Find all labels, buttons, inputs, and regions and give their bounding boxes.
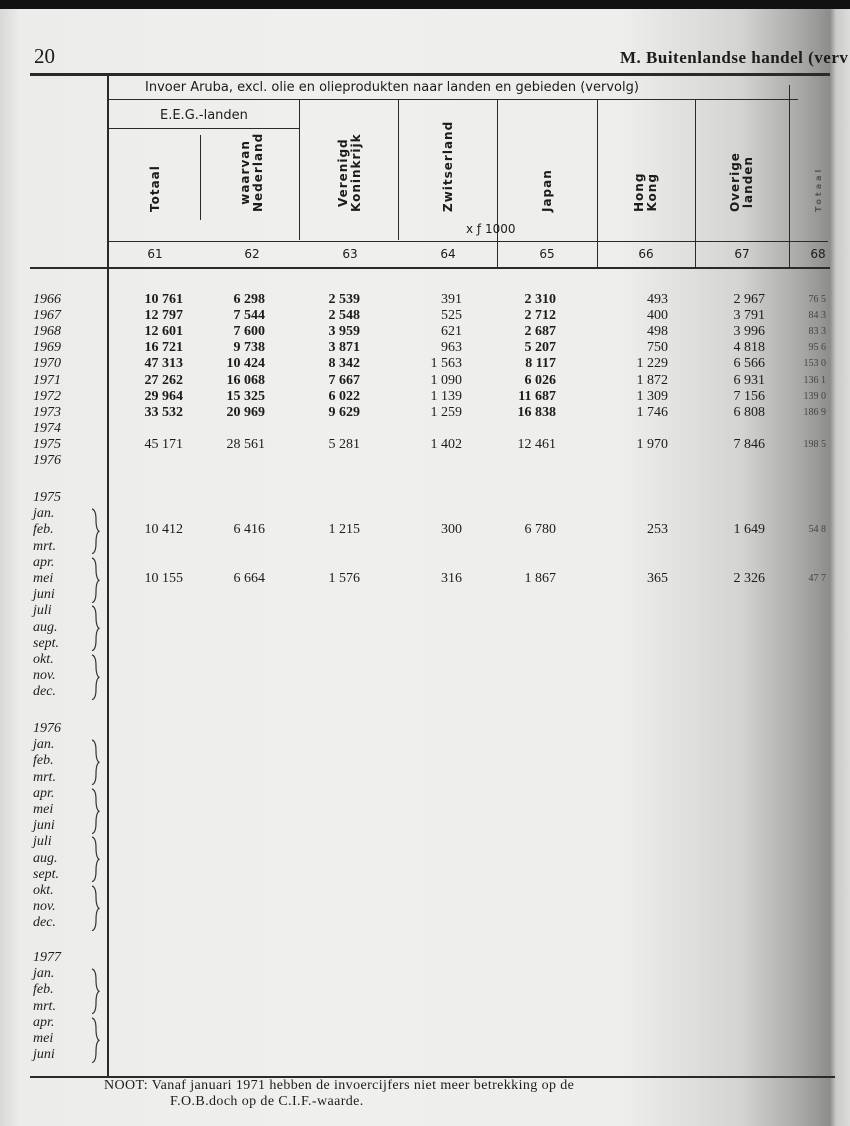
table-cell: 10 155 bbox=[144, 571, 183, 586]
quarter-brace-icon bbox=[90, 788, 100, 835]
table-cell: 20 969 bbox=[226, 404, 265, 420]
table-cell: 1 649 bbox=[733, 522, 765, 538]
table-cell: 498 bbox=[647, 324, 668, 340]
table-cell: 95 6 bbox=[808, 342, 826, 354]
month-label: mrt. bbox=[33, 538, 56, 554]
table-cell: 16 838 bbox=[517, 404, 556, 420]
running-head: M. Buitenlandse handel (verv bbox=[620, 48, 849, 67]
table-cell: 1 872 bbox=[636, 372, 668, 388]
quarter-brace-icon bbox=[90, 1017, 100, 1064]
table-cell: 1 746 bbox=[636, 404, 668, 420]
month-label: juni bbox=[33, 587, 55, 603]
column-header: Totaal bbox=[813, 166, 823, 212]
table-cell: 1 867 bbox=[524, 571, 556, 586]
row-label-year: 1973 bbox=[33, 404, 61, 420]
table-cell: 7 156 bbox=[733, 388, 765, 404]
month-label: apr. bbox=[33, 785, 55, 801]
row-label-year: 1972 bbox=[33, 388, 61, 404]
rule bbox=[30, 267, 830, 269]
month-label: jan. bbox=[33, 506, 55, 522]
table-cell: 621 bbox=[441, 324, 462, 340]
table-cell: 198 5 bbox=[803, 438, 826, 450]
table-cell: 6 022 bbox=[328, 388, 360, 404]
column-header: Verenigd Koninkrijk bbox=[336, 133, 363, 212]
row-label-year: 1967 bbox=[33, 308, 61, 324]
table-cell: 5 207 bbox=[524, 340, 556, 356]
table-cell: 45 171 bbox=[144, 436, 183, 452]
footnote-line1: NOOT: Vanaf januari 1971 hebben de invoercijfers niet meer betrekking op de bbox=[104, 1078, 575, 1093]
month-label: sept. bbox=[33, 866, 60, 882]
month-label: aug. bbox=[33, 850, 58, 866]
table-cell: 29 964 bbox=[144, 388, 183, 404]
block-year: 1975 bbox=[33, 490, 61, 505]
column-header: Japan bbox=[539, 169, 554, 212]
month-label: apr. bbox=[33, 554, 55, 570]
column-divider bbox=[789, 85, 790, 268]
table-cell: 400 bbox=[647, 308, 668, 324]
month-label: juli bbox=[33, 834, 52, 850]
table-cell: 1 139 bbox=[430, 388, 462, 404]
table-cell: 186 9 bbox=[803, 406, 826, 418]
table-cell: 84 3 bbox=[808, 310, 826, 322]
table-cell: 33 532 bbox=[144, 404, 183, 420]
table-cell: 1 090 bbox=[430, 372, 462, 388]
quarter-brace-icon bbox=[90, 605, 100, 652]
column-header: waarvan Nederland bbox=[238, 132, 265, 212]
table-cell: 6 026 bbox=[524, 372, 556, 388]
column-divider bbox=[497, 100, 498, 268]
quarter-brace-icon bbox=[90, 836, 100, 883]
column-number: 67 bbox=[734, 247, 750, 261]
column-number: 66 bbox=[638, 247, 654, 261]
table-cell: 11 687 bbox=[518, 388, 556, 404]
column-header: Zwitserland bbox=[440, 120, 455, 212]
month-label: nov. bbox=[33, 899, 56, 915]
table-cell: 1 229 bbox=[636, 356, 668, 372]
month-label: aug. bbox=[33, 619, 58, 635]
rule bbox=[108, 241, 828, 242]
table-cell: 2 548 bbox=[328, 308, 360, 324]
column-divider bbox=[398, 100, 399, 240]
table-cell: 1 215 bbox=[328, 522, 360, 538]
table-cell: 2 326 bbox=[733, 571, 765, 586]
table-cell: 47 7 bbox=[808, 573, 826, 584]
table-cell: 139 0 bbox=[803, 390, 826, 402]
table-cell: 963 bbox=[441, 340, 462, 356]
month-label: juni bbox=[33, 1047, 55, 1063]
table-cell: 6 780 bbox=[524, 522, 556, 538]
table-cell: 5 281 bbox=[328, 436, 360, 452]
table-cell: 2 687 bbox=[524, 324, 556, 340]
block-year: 1977 bbox=[33, 950, 61, 965]
month-label: okt. bbox=[33, 652, 54, 667]
month-label: juni bbox=[33, 818, 55, 834]
table-cell: 54 8 bbox=[808, 524, 826, 536]
table-cell: 7 846 bbox=[733, 436, 765, 452]
scan-edge bbox=[0, 0, 850, 9]
column-number: 65 bbox=[539, 247, 555, 261]
table-cell: 2 712 bbox=[524, 308, 556, 324]
table-cell: 10 761 bbox=[144, 292, 183, 307]
row-label-year: 1966 bbox=[33, 292, 61, 307]
quarter-brace-icon bbox=[90, 968, 100, 1015]
table-cell: 12 461 bbox=[517, 436, 556, 452]
quarter-brace-icon bbox=[90, 885, 100, 932]
column-number: 63 bbox=[342, 247, 358, 261]
table-cell: 8 342 bbox=[328, 356, 360, 372]
table-cell: 76 5 bbox=[808, 294, 826, 305]
table-cell: 9 629 bbox=[328, 404, 360, 420]
month-label: okt. bbox=[33, 883, 54, 898]
table-cell: 493 bbox=[647, 292, 668, 307]
table-cell: 253 bbox=[647, 522, 668, 538]
column-number: 68 bbox=[810, 247, 826, 261]
table-cell: 47 313 bbox=[144, 356, 183, 372]
table-cell: 6 808 bbox=[733, 404, 765, 420]
table-cell: 525 bbox=[441, 308, 462, 324]
month-label: jan. bbox=[33, 737, 55, 753]
table-cell: 1 563 bbox=[430, 356, 462, 372]
table-cell: 2 967 bbox=[733, 292, 765, 307]
table-cell: 6 298 bbox=[233, 292, 265, 307]
table-cell: 1 576 bbox=[328, 571, 360, 586]
table-cell: 1 259 bbox=[430, 404, 462, 420]
table-cell: 1 402 bbox=[430, 436, 462, 452]
table-cell: 750 bbox=[647, 340, 668, 356]
unit-label: x ƒ 1000 bbox=[466, 222, 516, 236]
month-label: mrt. bbox=[33, 998, 56, 1014]
table-cell: 16 068 bbox=[226, 372, 265, 388]
table-cell: 27 262 bbox=[144, 372, 183, 388]
table-cell: 28 561 bbox=[226, 436, 265, 452]
month-label: dec. bbox=[33, 684, 56, 700]
table-cell: 16 721 bbox=[144, 340, 183, 356]
column-number: 62 bbox=[244, 247, 260, 261]
month-label: mei bbox=[33, 1031, 54, 1046]
month-label: mei bbox=[33, 802, 54, 817]
month-label: jan. bbox=[33, 966, 55, 982]
table-cell: 7 600 bbox=[233, 324, 265, 340]
row-label-year: 1971 bbox=[33, 372, 61, 388]
page-number: 20 bbox=[34, 44, 55, 68]
column-header: Totaal bbox=[147, 165, 162, 212]
column-header: Hong Kong bbox=[632, 172, 659, 212]
table-cell: 2 310 bbox=[524, 292, 556, 307]
table-cell: 6 416 bbox=[233, 522, 265, 538]
table-cell: 6 566 bbox=[733, 356, 765, 372]
row-label-year: 1970 bbox=[33, 356, 61, 372]
table-cell: 3 791 bbox=[733, 308, 765, 324]
row-label-year: 1975 bbox=[33, 436, 61, 452]
table-cell: 300 bbox=[441, 522, 462, 538]
table-cell: 15 325 bbox=[226, 388, 265, 404]
block-year: 1976 bbox=[33, 721, 61, 736]
table-cell: 136 1 bbox=[803, 374, 826, 386]
month-label: juli bbox=[33, 603, 52, 619]
column-divider bbox=[597, 100, 598, 268]
month-label: mei bbox=[33, 571, 54, 586]
month-label: apr. bbox=[33, 1014, 55, 1030]
table-cell: 8 117 bbox=[525, 356, 556, 372]
row-label-year: 1969 bbox=[33, 340, 61, 356]
column-header: Overige landen bbox=[728, 152, 755, 212]
top-rule bbox=[30, 73, 830, 76]
table-cell: 10 424 bbox=[226, 356, 265, 372]
rule bbox=[108, 128, 300, 129]
column-divider bbox=[200, 135, 201, 220]
row-label-year: 1976 bbox=[33, 453, 61, 468]
table-cell: 10 412 bbox=[144, 522, 183, 538]
row-label-year: 1968 bbox=[33, 324, 61, 340]
table-cell: 153 0 bbox=[803, 358, 826, 370]
table-cell: 6 664 bbox=[233, 571, 265, 586]
month-label: feb. bbox=[33, 982, 54, 998]
table-cell: 316 bbox=[441, 571, 462, 586]
month-label: feb. bbox=[33, 753, 54, 769]
month-label: nov. bbox=[33, 668, 56, 684]
table-title: Invoer Aruba, excl. olie en olieprodukten naar landen en gebieden (vervolg) bbox=[145, 80, 639, 95]
group-label: E.E.G.-landen bbox=[160, 108, 248, 123]
table-cell: 1 970 bbox=[636, 436, 668, 452]
row-label-year: 1974 bbox=[33, 420, 61, 436]
table-cell: 83 3 bbox=[808, 326, 826, 338]
month-label: mrt. bbox=[33, 769, 56, 785]
column-divider bbox=[299, 100, 300, 240]
table-cell: 9 738 bbox=[233, 340, 265, 356]
month-label: feb. bbox=[33, 522, 54, 538]
table-cell: 391 bbox=[441, 292, 462, 307]
column-number: 61 bbox=[147, 247, 163, 261]
table-cell: 12 797 bbox=[144, 308, 183, 324]
table-cell: 365 bbox=[647, 571, 668, 586]
month-label: sept. bbox=[33, 635, 60, 651]
table-cell: 3 871 bbox=[328, 340, 360, 356]
table-cell: 1 309 bbox=[636, 388, 668, 404]
table-cell: 2 539 bbox=[328, 292, 360, 307]
footnote-line2: F.O.B.doch op de C.I.F.-waarde. bbox=[170, 1094, 364, 1109]
table-cell: 3 959 bbox=[328, 324, 360, 340]
table-cell: 7 544 bbox=[233, 308, 265, 324]
table-cell: 7 667 bbox=[328, 372, 360, 388]
table-cell: 6 931 bbox=[733, 372, 765, 388]
table-cell: 12 601 bbox=[144, 324, 183, 340]
quarter-brace-icon bbox=[90, 739, 100, 786]
table-cell: 3 996 bbox=[733, 324, 765, 340]
quarter-brace-icon bbox=[90, 654, 100, 701]
month-label: dec. bbox=[33, 915, 56, 931]
table-cell: 4 818 bbox=[733, 340, 765, 356]
column-divider bbox=[695, 100, 696, 268]
column-number: 64 bbox=[440, 247, 456, 261]
